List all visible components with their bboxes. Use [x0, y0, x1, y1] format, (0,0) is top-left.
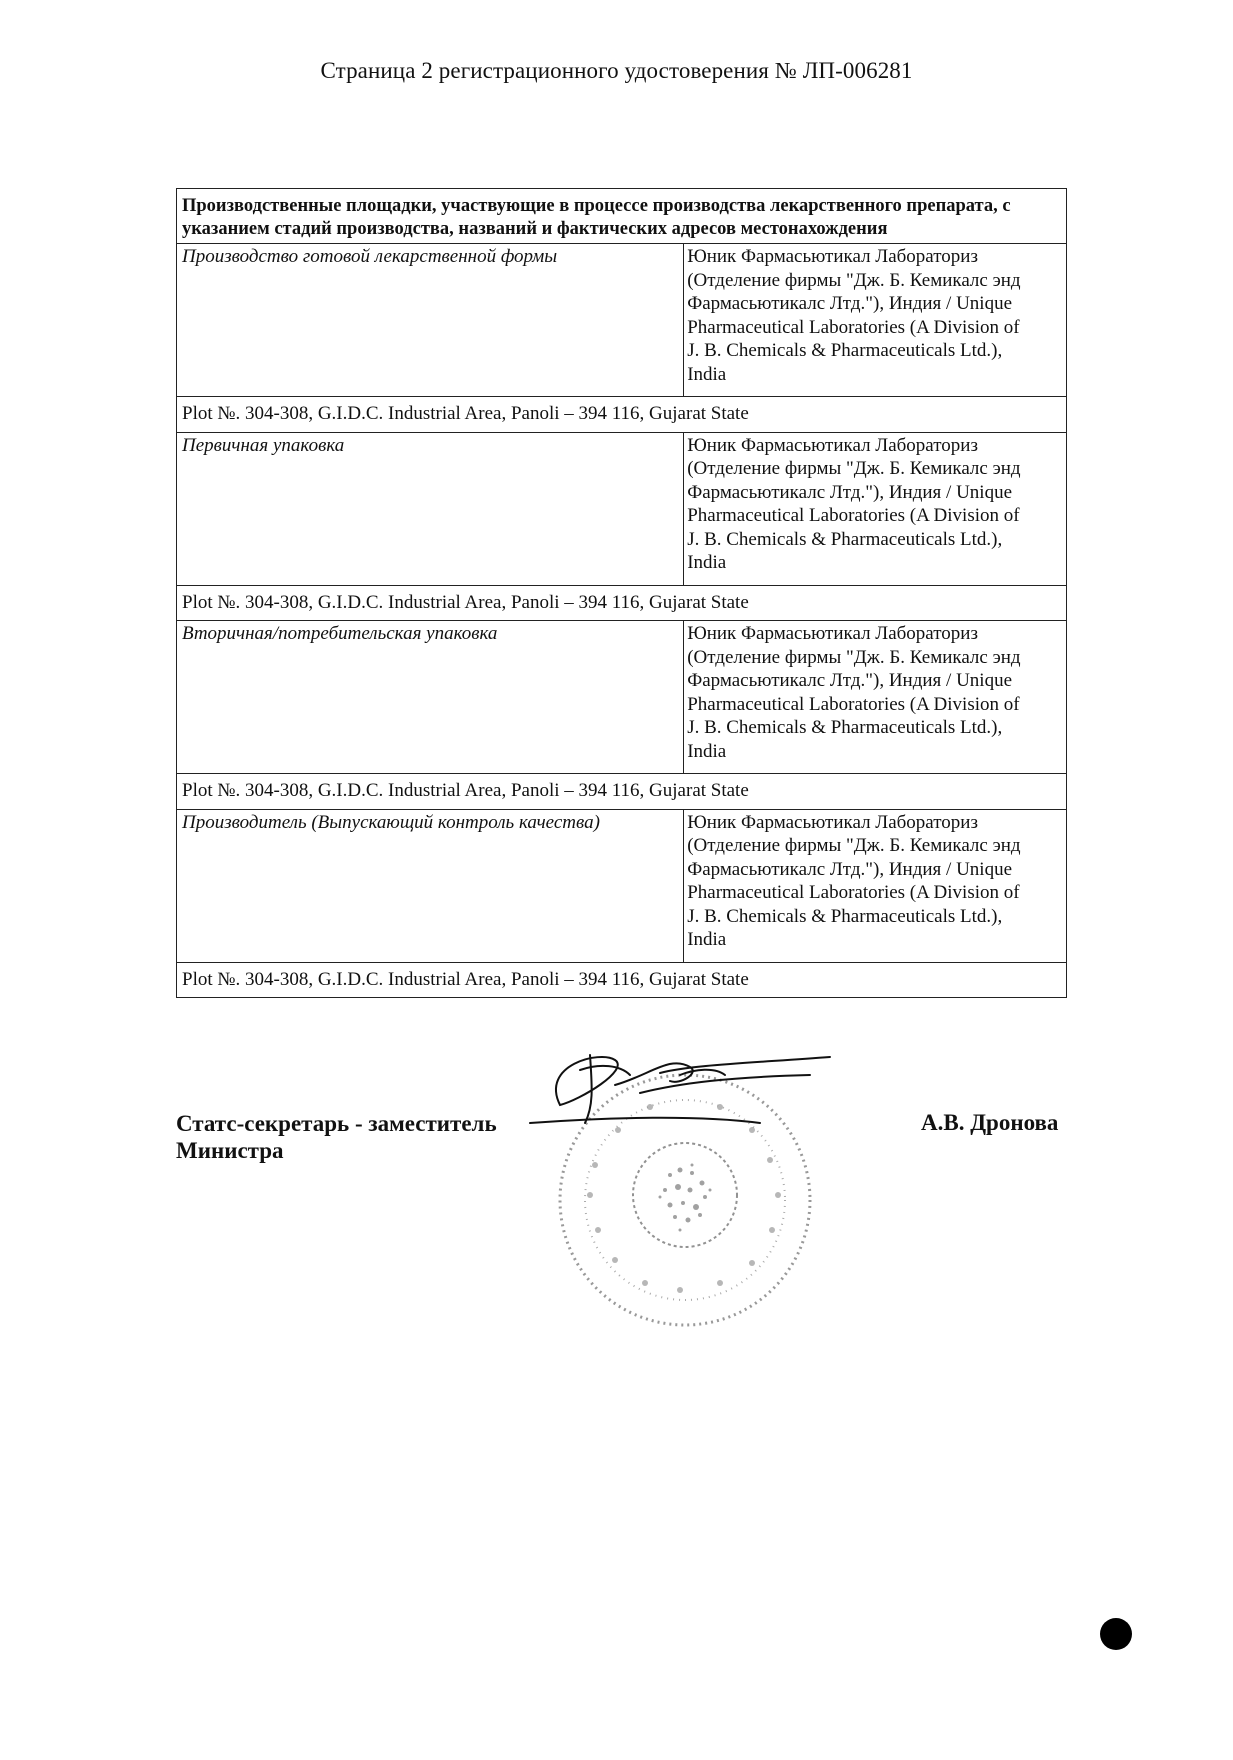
company-line: (Отделение фирмы "Дж. Б. Кемикалс энд [687, 835, 1021, 856]
company-cell [684, 432, 1067, 585]
company-cell [684, 809, 1067, 962]
company-line: Pharmaceutical Laboratories (A Division of [687, 882, 1020, 903]
handwritten-signature [530, 1055, 830, 1123]
company-cell [684, 244, 1067, 397]
table-row [177, 621, 1067, 774]
company-line: India [687, 552, 727, 573]
company-line: Юник Фармасьютикал Лабораториз [687, 623, 978, 644]
company-line: India [687, 363, 727, 385]
address-row [177, 962, 1067, 998]
stage-cell: Первичная упаковка [177, 432, 684, 585]
signatory-title-line: Статс-секретарь - заместитель [176, 1111, 497, 1136]
company-line: Pharmaceutical Laboratories (A Division of [687, 505, 1020, 526]
corner-mark [1100, 1618, 1132, 1650]
company-line: J. B. Chemicals & Pharmaceuticals Ltd.), [687, 717, 1003, 738]
seal-emblem [659, 1164, 712, 1232]
table-row [177, 244, 1067, 397]
table-heading: Производственные площадки, участвующие в процессе производства лекарственного препарата, с указанием стадий производства, названий и фактических адресов местонахождения [177, 189, 1067, 244]
signatory-name: А.В. Дронова [921, 1110, 1059, 1135]
company-line: Юник Фармасьютикал Лабораториз [687, 246, 978, 267]
signatory-title [176, 1110, 497, 1164]
address-row [177, 397, 1067, 433]
company-line: (Отделение фирмы "Дж. Б. Кемикалс энд [687, 458, 1021, 479]
company-line: India [687, 929, 727, 950]
company-line: Фармасьютикалс Лтд."), Индия / Unique [687, 481, 1013, 503]
address-cell: Plot №. 304-308, G.I.D.C. Industrial Area, Panoli – 394 116, Gujarat State [177, 774, 1067, 810]
company-cell [684, 621, 1067, 774]
company-line: Pharmaceutical Laboratories (A Division of [687, 693, 1020, 715]
company-line: Pharmaceutical Laboratories (A Division of [687, 316, 1020, 338]
page-title: Страница 2 регистрационного удостоверения № ЛП-006281 [320, 58, 913, 83]
table-row [177, 809, 1067, 962]
seal-outer-ring [560, 1075, 810, 1325]
company-line: J. B. Chemicals & Pharmaceuticals Ltd.), [687, 340, 1003, 361]
stage-cell: Производство готовой лекарственной формы [177, 244, 684, 397]
manufacturing-sites-table [176, 188, 1067, 998]
seal-emblem-ring [633, 1143, 737, 1247]
company-line: India [687, 740, 727, 762]
address-row [177, 774, 1067, 810]
company-line: Фармасьютикалс Лтд."), Индия / Unique [687, 670, 1013, 691]
table-heading-row [177, 189, 1067, 244]
company-line: Юник Фармасьютикал Лабораториз [687, 434, 978, 456]
company-line: J. B. Chemicals & Pharmaceuticals Ltd.), [687, 905, 1003, 927]
company-line: J. B. Chemicals & Pharmaceuticals Ltd.), [687, 528, 1003, 550]
address-cell: Plot №. 304-308, G.I.D.C. Industrial Area, Panoli – 394 116, Gujarat State [177, 585, 1067, 621]
address-cell: Plot №. 304-308, G.I.D.C. Industrial Area, Panoli – 394 116, Gujarat State [177, 397, 1067, 433]
company-line: Фармасьютикалс Лтд."), Индия / Unique [687, 293, 1013, 314]
company-line: Юник Фармасьютикал Лабораториз [687, 811, 978, 833]
company-line: (Отделение фирмы "Дж. Б. Кемикалс энд [687, 269, 1021, 291]
company-line: Фармасьютикалс Лтд."), Индия / Unique [687, 858, 1013, 880]
table-row [177, 432, 1067, 585]
address-cell: Plot №. 304-308, G.I.D.C. Industrial Area, Panoli – 394 116, Gujarat State [177, 962, 1067, 998]
stage-cell: Производитель (Выпускающий контроль качества) [177, 809, 684, 962]
stage-cell: Вторичная/потребительская упаковка [177, 621, 684, 774]
seal-ring-dots [587, 1104, 781, 1293]
official-seal-and-signature [520, 1045, 850, 1335]
company-line: (Отделение фирмы "Дж. Б. Кемикалс энд [687, 646, 1021, 668]
signatory-title-line: Министра [176, 1138, 284, 1163]
address-row [177, 585, 1067, 621]
